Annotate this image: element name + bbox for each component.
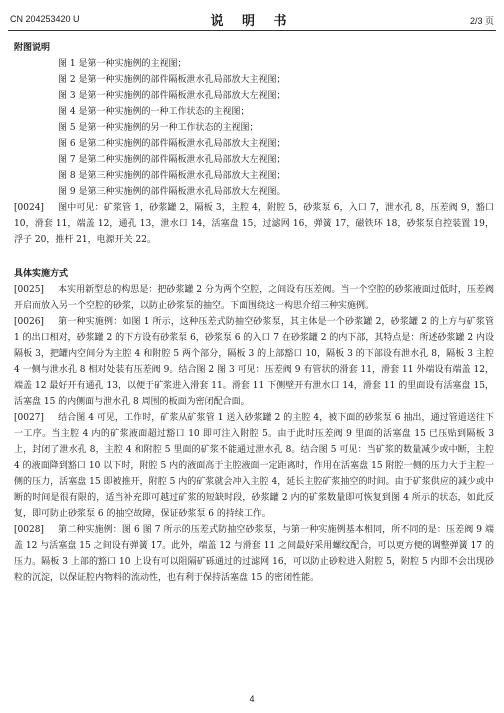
paragraph — [14, 104, 494, 120]
paragraph-text: 图中可见：矿浆管 1，砂浆罐 2，隔板 3，主腔 4，附腔 5，砂浆泵 6，入口 7，泄水孔 8，压差阀 9，豁口 10，滑套 11，端盖 12，通孔 13，泄水口 14，活塞盘 15，过滤网 16，弹簧 17，磁铁环 18，砂浆泵自控装置 19，浮子 20，推杆 21，电源开关 22。 — [14, 203, 494, 245]
paragraph-number — [14, 184, 58, 200]
paragraph-number — [14, 72, 58, 88]
paragraph-text: 图 7 是第二种实施例的部件隔板泄水孔局部放大左视图； — [58, 155, 286, 165]
paragraph — [14, 522, 494, 586]
paragraph — [14, 200, 494, 248]
paragraph-number — [14, 168, 58, 184]
paragraph-number: [0026] — [14, 317, 44, 327]
paragraph-text: 图 6 是第二种实施例的部件隔板泄水孔局部放大主视图； — [58, 139, 286, 149]
paragraph-number — [14, 88, 58, 104]
paragraph-text: 第二种实施例：图 6 图 7 所示的压差式防抽空砂浆泵，与第一种实施例基本相同，所不同的是：压差阀 9 端盖 12 与活塞盘 15 之间设有弹簧 17。此外，端盖 12 与滑套 11 之间最好采用螺纹配合，可以更方便的调整弹簧 17 的压力。隔板 3 上部的豁口 10 上设有可以阻隔矿砾通过的过滤网 16，可以防止砂粒进入附腔 5，附腔 5 内即不会出现砂粒的沉淀，以保证腔内物料的流动性，也有利于保持活塞盘 15 的密闭性能。 — [14, 525, 494, 583]
paragraph — [14, 88, 494, 104]
paragraph-number: [0024] — [14, 203, 44, 213]
page-header — [8, 10, 496, 32]
header-rule — [8, 30, 496, 31]
page-footer-number: 4 — [249, 694, 255, 704]
paragraph-number: [0027] — [14, 413, 44, 423]
paragraph-text: 图 5 是第一种实施例的另一种工作状态的主视图； — [58, 123, 259, 133]
document-number: CN 204253420 U — [10, 14, 80, 24]
paragraph — [14, 184, 494, 200]
section-gap — [14, 248, 494, 266]
paragraph-text: 结合图 4 可见，工作时，矿浆从矿浆管 1 送入砂浆罐 2 的主腔 4，被下面的砂浆泵 6 抽出，通过管道送往下一工序。当主腔 4 内的矿浆液面超过豁口 10 即可注入附腔 5。由于此时压差阀 9 里面的活塞盘 15 已压贴到隔板 3 上，封闭了泄水孔 8，主腔 4 和附腔 5 里面的矿浆不能通过泄水孔 8。结合图 5 可见：当矿浆的数量减少或中断，主腔 4 的液面降到豁口 10 以下时，附腔 5 内的液面高于主腔液面一定距离时，作用在活塞盘 15 附腔一侧的压力大于主腔一侧的压力，活塞盘 15 即被推开，附腔 5 内的矿浆就会冲入主腔 4，延长主腔矿浆抽空的时间。由于矿浆供应的减少或中断的时间是很有限的，适当补充即可越过矿浆的短缺时段，砂浆罐 2 内的矿浆数量即可恢复到图 4 所示的状态，如此反复，即可防止砂浆泵 6 的抽空故障，保证砂浆泵 6 的持续工作。 — [14, 413, 494, 519]
page-indicator: 2/3 页 — [469, 16, 494, 26]
paragraph-number — [14, 120, 58, 136]
paragraph — [14, 56, 494, 72]
paragraph-text: 图 2 是第一种实施例的部件隔板泄水孔局部放大主视图； — [58, 75, 286, 85]
paragraph-number — [14, 136, 58, 152]
paragraph-number: [0028] — [14, 525, 44, 535]
paragraph-number — [14, 104, 58, 120]
paragraph — [14, 120, 494, 136]
figures-section-title: 附图说明 — [14, 43, 51, 53]
paragraph — [14, 282, 494, 314]
paragraph-number — [14, 56, 58, 72]
paragraph-text: 图 4 是第一种实施例的一种工作状态的主视图； — [58, 107, 250, 117]
paragraph-text: 图 1 是第一种实施例的主视图； — [58, 59, 187, 69]
document-title: 说 明 书 — [210, 14, 294, 29]
paragraph — [14, 152, 494, 168]
page-content — [14, 40, 494, 586]
paragraph-text: 第一种实施例：如图 1 所示，这种压差式防抽空砂浆泵，其主体是一个砂浆罐 2，砂浆罐 2 的上方与矿浆管 1 的出口相对，砂浆罐 2 的下方设有砂浆泵 6，砂浆泵 6 的入口 7 在砂浆罐 2 的内下部，其特点是：所述砂浆罐 2 内设隔板 3，把罐内空间分为主腔 4 和附腔 5 两个部分，隔板 3 的上部豁口 10，隔板 3 的下部设有泄水孔 8，隔板 3 主腔 4 一侧与泄水孔 8 相对处装有压差阀 9。结合图 2 图 3 可见：压差阀 9 有管状的滑套 11，滑套 11 外端设有端盖 12，端盖 12 最好开有通孔 13，以便于矿浆进入滑套 11。滑套 11 下侧壁开有泄水口 14，滑套 11 的里面设有活塞盘 15，活塞盘 15 的内侧面与泄水孔 8 周围的板面为密闭配合面。 — [14, 317, 494, 407]
paragraph — [14, 72, 494, 88]
paragraph-text: 图 8 是第三种实施例的部件隔板泄水孔局部放大主视图； — [58, 171, 286, 181]
embodiment-section-title: 具体实施方式 — [14, 269, 69, 279]
paragraph-number — [14, 152, 58, 168]
paragraph-text: 本实用新型总的构思是：把砂浆罐 2 分为两个空腔，之间设有压差阀。当一个空腔的砂浆液面过低时，压差阀开启而放入另一个空腔的砂浆，以防止砂浆泵的抽空。下面围绕这一构思介绍三种实施例。 — [14, 285, 494, 311]
paragraph — [14, 136, 494, 152]
paragraph — [14, 314, 494, 410]
paragraph — [14, 410, 494, 522]
paragraph-text: 图 9 是第三种实施例的部件隔板泄水孔局部放大左视图。 — [58, 187, 286, 197]
paragraph-text: 图 3 是第一种实施例的部件隔板泄水孔局部放大左视图； — [58, 91, 286, 101]
paragraph-number: [0025] — [14, 285, 44, 295]
paragraph — [14, 168, 494, 184]
